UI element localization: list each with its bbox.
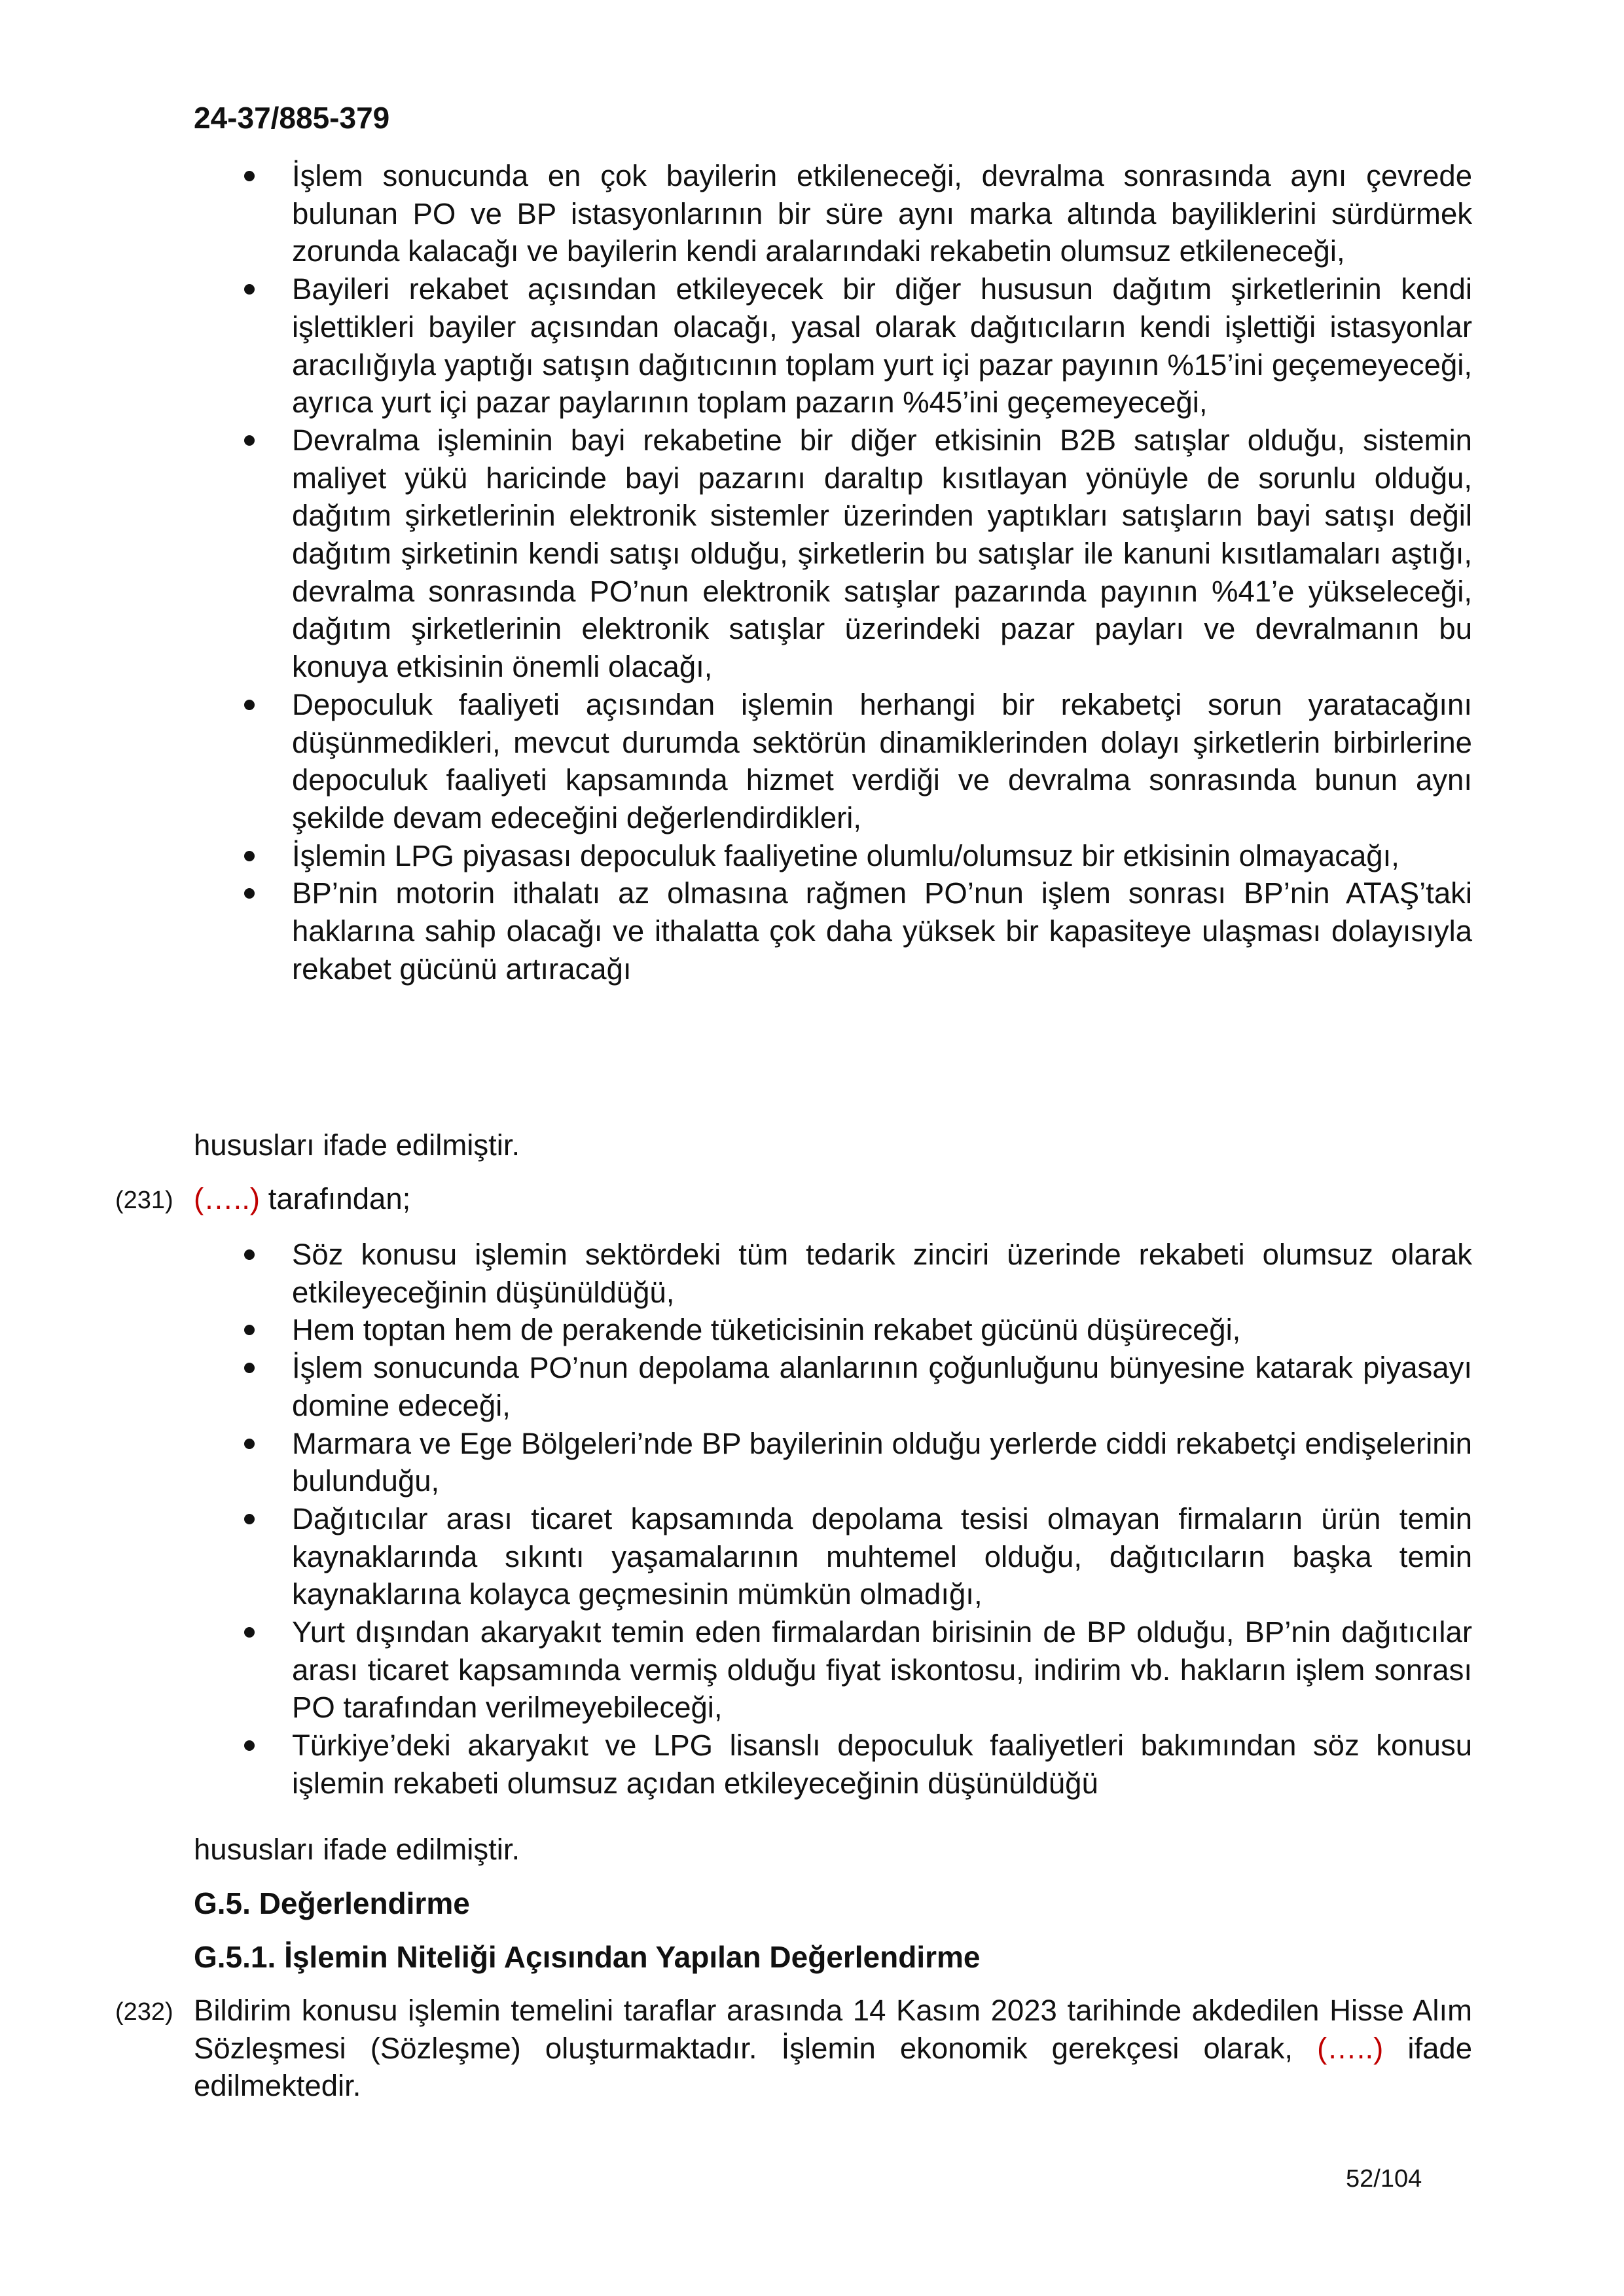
bullet-icon xyxy=(244,171,255,181)
list-item-text: İşlem sonucunda PO’nun depolama alanlarının çoğunluğunu bünyesine katarak piyasayı domine edeceği, xyxy=(292,1351,1472,1422)
bullet-icon xyxy=(244,888,255,899)
list-item xyxy=(0,157,1624,270)
list-item-text: Türkiye’deki akaryakıt ve LPG lisanslı depoculuk faaliyetleri bakımından söz konusu işlemin rekabeti olumsuz açıdan etkileyeceğinin düşünüldüğü xyxy=(292,1729,1472,1800)
bullet-icon xyxy=(244,1439,255,1449)
paragraph-text-end: ifade edilmektedir. xyxy=(194,2031,1472,2103)
bullet-icon xyxy=(244,1249,255,1260)
list-item xyxy=(0,1613,1624,1727)
list-item xyxy=(0,1349,1624,1424)
list-item-text: İşlem sonucunda en çok bayilerin etkileneceği, devralma sonrasında aynı çevrede bulunan PO ve BP istasyonlarının bir süre aynı marka altında bayiliklerini sürdürmek zorunda kalacağı ve bayilerin kendi aralarındaki rekabetin olumsuz etkileneceği, xyxy=(292,159,1472,268)
bullet-icon xyxy=(244,435,255,446)
paragraph-number: (231) xyxy=(115,1187,173,1214)
list-item-text: Bayileri rekabet açısından etkileyecek bir diğer hususun dağıtım şirketlerinin kendi işlettikleri bayiler açısından olacağı, yasal olarak dağıtıcıların kendi işlettiği istasyonlar aracılığıyla yaptığı satışın dağıtıcının toplam yurt içi pazar payının %15’ini geçemeyeceği, ayrıca yurt içi pazar paylarının toplam pazarın %45’ini geçemeyeceği, xyxy=(292,272,1472,420)
closing-text: hususları ifade edilmiştir. xyxy=(194,1128,520,1162)
page-number: 52/104 xyxy=(1346,2165,1422,2193)
paragraph-231 xyxy=(194,1180,1472,1218)
list-item-text: BP’nin motorin ithalatı az olmasına rağmen PO’nun işlem sonrası BP’nin ATAŞ’taki haklarına sahip olacağı ve ithalatta çok daha yüksek bir kapasiteye ulaşması dolayısıyla rekabet gücünü artıracağı xyxy=(292,876,1472,986)
closing-text: hususları ifade edilmiştir. xyxy=(194,1833,520,1866)
document-number: 24-37/885-379 xyxy=(194,101,390,135)
bullet-icon xyxy=(244,1325,255,1335)
list-item xyxy=(0,270,1624,422)
stakeholder-views-list xyxy=(0,157,1624,988)
list-item xyxy=(0,1311,1624,1349)
paragraph-number: (232) xyxy=(115,1998,173,2026)
list-item xyxy=(0,1425,1624,1500)
list-item xyxy=(0,837,1624,875)
list-item xyxy=(0,874,1624,988)
list-item-text: Marmara ve Ege Bölgeleri’nde BP bayilerinin olduğu yerlerde ciddi rekabetçi endişelerinin bulunduğu, xyxy=(292,1426,1472,1498)
bullet-icon xyxy=(244,1740,255,1751)
bullet-icon xyxy=(244,1627,255,1638)
bullet-icon xyxy=(244,1514,255,1524)
bullet-icon xyxy=(244,1363,255,1373)
section-heading: G.5. Değerlendirme xyxy=(194,1886,470,1920)
redacted-marker: (…..) xyxy=(1317,2031,1384,2065)
list-item xyxy=(0,1500,1624,1613)
list-item xyxy=(0,1727,1624,1802)
list-item-text: Dağıtıcılar arası ticaret kapsamında depolama tesisi olmayan firmaların ürün temin kaynaklarında sıkıntı yaşamalarının muhtemel olduğu, dağıtıcıların başka temin kaynaklarına kolayca geçmesinin mümkün olmadığı, xyxy=(292,1501,1472,1611)
list-item-text: Yurt dışından akaryakıt temin eden firmalardan birisinin de BP olduğu, BP’nin dağıtıcılar arası ticaret kapsamında vermiş olduğu fiyat iskontosu, indirim vb. hakların işlem sonrası PO tarafından verilmeyebileceği, xyxy=(292,1615,1472,1725)
list-item-text: Devralma işleminin bayi rekabetine bir diğer etkisinin B2B satışlar olduğu, sistemin maliyet yükü haricinde bayi pazarını daraltıp kısıtlayan yönüyle de sorunlu olduğu, dağıtım şirketlerinin elektronik sistemler üzerinden yaptıkları satışların bayi satışı değil dağıtım şirketinin kendi satışı olduğu, şirketlerin bu satışlar ile kanuni kısıtlamaları aştığı, devralma sonrasında PO’nun elektronik satışlar pazarında payının %41’e yükseleceği, dağıtım şirketlerinin elektronik satışlar üzerindeki pazar payları ve devralmanın bu konuya etkisinin önemli olacağı, xyxy=(292,423,1472,684)
list-item-text: Söz konusu işlemin sektördeki tüm tedarik zinciri üzerinde rekabeti olumsuz olarak etkileyeceğinin düşünüldüğü, xyxy=(292,1238,1472,1309)
list-item-text: Depoculuk faaliyeti açısından işlemin herhangi bir rekabetçi sorun yaratacağını düşünmedikleri, mevcut durumda sektörün dinamiklerinden dolayı şirketlerin birbirlerine depoculuk faaliyeti kapsamında hizmet verdiği ve devralma sonrasında bunun aynı şekilde devam edeceğini değerlendirdikleri, xyxy=(292,687,1472,834)
bullet-icon xyxy=(244,700,255,710)
paragraph-text: tarafından; xyxy=(260,1182,411,1215)
redacted-marker: (…..) xyxy=(194,1182,261,1215)
third-party-views-list xyxy=(0,1236,1624,1803)
subsection-heading: G.5.1. İşlemin Niteliği Açısından Yapılan Değerlendirme xyxy=(194,1940,981,1974)
list-item xyxy=(0,686,1624,837)
list-item-text: Hem toptan hem de perakende tüketicisinin rekabet gücünü düşüreceği, xyxy=(292,1313,1241,1347)
list-item-text: İşlemin LPG piyasası depoculuk faaliyetine olumlu/olumsuz bir etkisinin olmayacağı, xyxy=(292,838,1399,872)
paragraph-text: Bildirim konusu işlemin temelini taraflar arasında 14 Kasım 2023 tarihinde akdedilen Hisse Alım Sözleşmesi (Sözleşme) oluşturmaktadır. İşlemin ekonomik gerekçesi olarak, xyxy=(194,1994,1472,2065)
list-item xyxy=(0,422,1624,686)
paragraph-232 xyxy=(194,1992,1472,2105)
list-item xyxy=(0,1236,1624,1311)
bullet-icon xyxy=(244,851,255,861)
bullet-icon xyxy=(244,284,255,295)
